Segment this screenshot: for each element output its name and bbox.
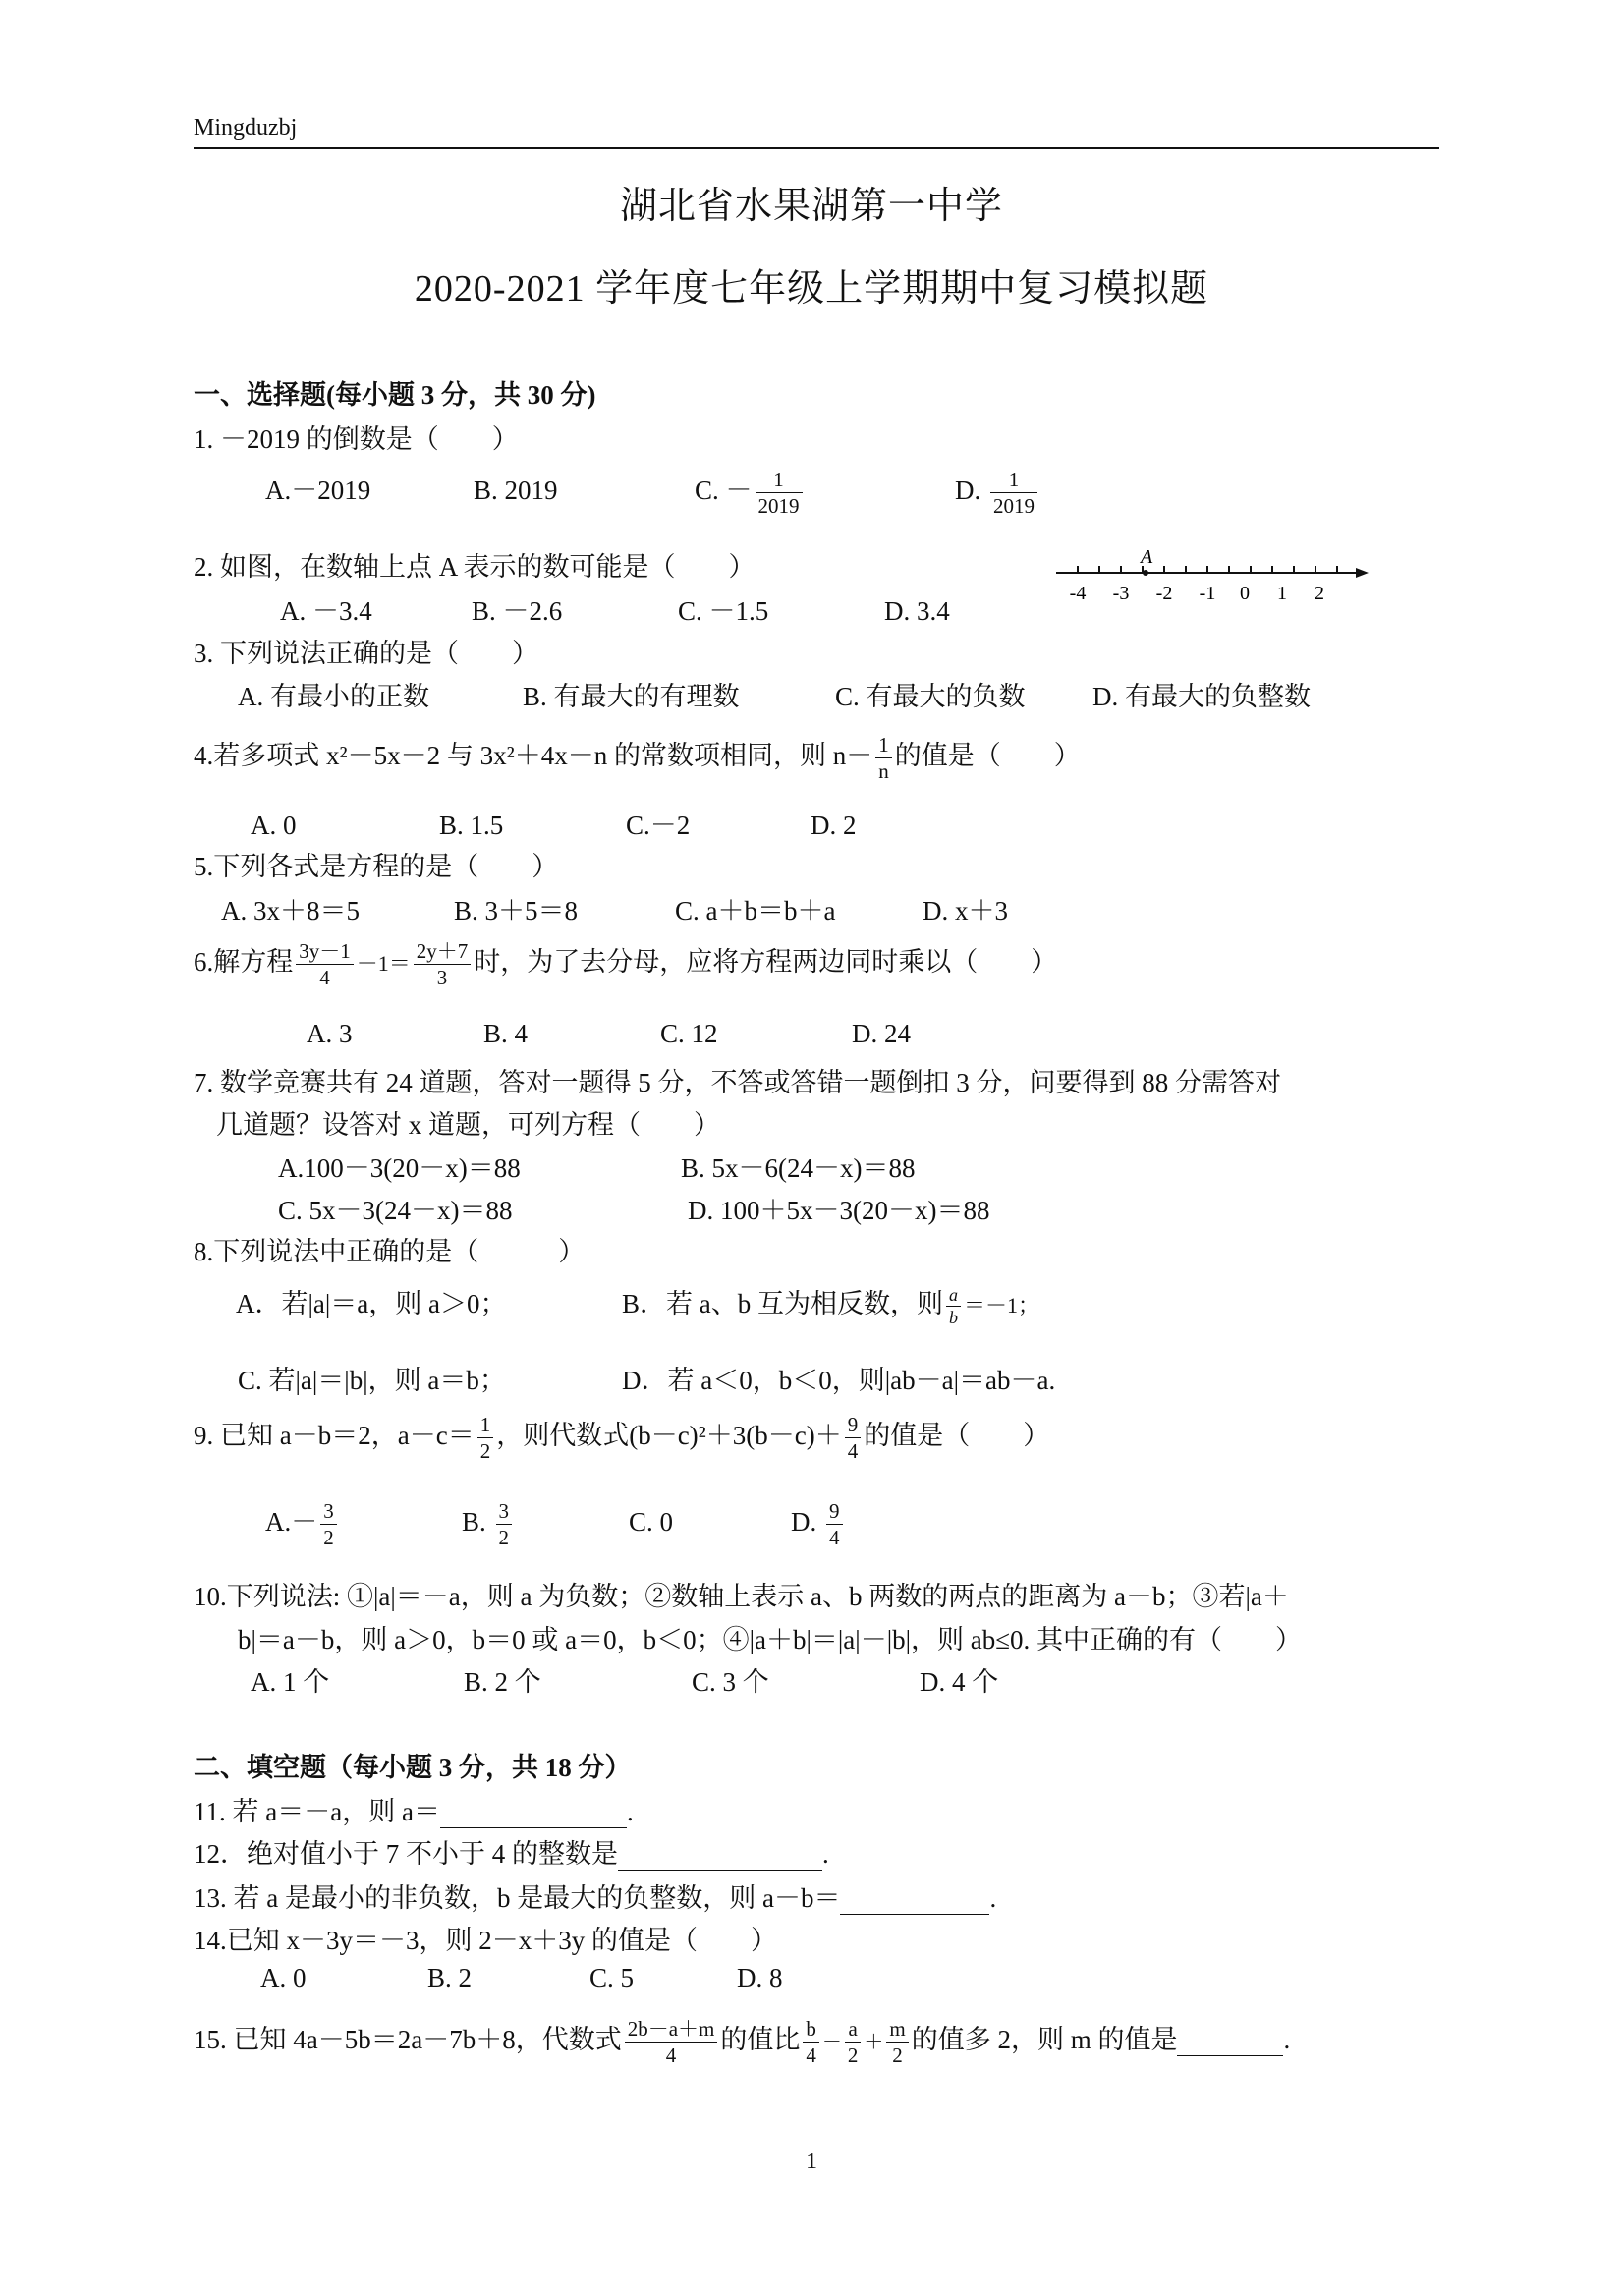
q1-option-c-fraction [756,467,803,520]
header-rule [194,147,1439,149]
q5-option-c: C. a＋b＝b＋a [675,896,836,925]
fraction-denominator: 2 [498,1526,510,1550]
fraction-numerator: 9 [845,1412,862,1438]
q9-option-a-label: A.－ [265,1506,318,1537]
page-number: 1 [806,2149,817,2174]
exam-title: 2020-2021 学年度七年级上学期期中复习模拟题 [414,268,1209,309]
q6-option-d: D. 24 [852,1019,911,1048]
point-a-label: A [1141,546,1153,568]
fraction-denominator: 4 [829,1526,840,1550]
q13-answer-blank[interactable] [840,1883,989,1915]
question-9-options [265,1498,846,1551]
q10-option-d: D. 4 个 [920,1667,999,1697]
question-10-line1: 10.下列说法: ①|a|＝－a，则 a 为负数；②数轴上表示 a、b 两数的两点的距离为 a－b；③若|a＋ [194,1582,1289,1611]
q11-answer-blank[interactable] [440,1797,627,1828]
tick-label: -2 [1155,583,1173,604]
q8-option-a: A．若|a|＝a，则 a＞0； [236,1289,507,1318]
q10-option-b: B. 2 个 [464,1667,541,1697]
point-a-marker [1143,570,1148,576]
question-4-options [251,804,857,842]
question-6-stem [194,938,1057,991]
tick-label: 2 [1315,583,1324,604]
fraction-numerator: 3 [320,1498,337,1525]
school-title: 湖北省水果湖第一中学 [619,186,1003,227]
fraction-numerator: 2y＋7 [414,938,472,965]
question-7-stem-line1: 7. 数学竞赛共有 24 道题，答对一题得 5 分，不答或答错一题倒扣 3 分，问要得到 88 分需答对 [194,1068,1281,1097]
q3-option-c: C. 有最大的负数 [835,682,1026,711]
fraction-denominator: 3 [436,966,448,990]
q9-fraction-half [477,1412,494,1465]
fraction-denominator: n [878,759,889,784]
question-11: 11. 若 a＝－a，则 a＝ . [194,1797,634,1826]
q8-option-b-suffix: ＝－1； [964,1293,1040,1317]
question-14-options [260,1963,783,1993]
question-10-options [251,1660,998,1699]
q6-left-fraction [296,938,354,991]
fraction-numerator: a [946,1284,961,1308]
question-3-options [238,675,1311,713]
question-6-options [307,1019,911,1049]
section-heading-fill-in: 二、填空题（每小题 3 分，共 18 分） [194,1753,632,1782]
q15-fraction-main [625,2016,718,2069]
q14-option-c: C. 5 [589,1963,635,1992]
fraction-numerator: 9 [826,1498,843,1525]
tick-label: -4 [1069,583,1087,604]
q1-option-c-label: C. － [695,475,753,505]
q7-option-c: C. 5x－3(24－x)＝88 [278,1196,513,1225]
q5-option-b: B. 3＋5＝8 [454,896,579,925]
q8-option-b-fraction [946,1284,961,1329]
question-12: 12．绝对值小于 7 不小于 4 的整数是 . [194,1839,829,1869]
q9-option-b [462,1498,629,1551]
q15-text: 15. 已知 4a－5b＝2a－7b＋8，代数式 [194,2024,622,2054]
q8-option-b-text: B．若 a、b 互为相反数，则 [622,1289,943,1318]
fraction-denominator: 2019 [757,494,800,519]
question-10-line2: b|＝a－b，则 a＞0，b＝0 或 a＝0，b＜0；④|a＋b|＝|a|－|b|，则 ab≤0. 其中正确的有（ ） [238,1625,1303,1654]
page-header: Mingduzbj [194,115,298,140]
q1-option-d-label: D. [955,475,981,505]
q4-stem-text: 4.若多项式 x²－5x－2 与 3x²＋4x－n 的常数项相同，则 n－ [194,740,873,770]
fraction-denominator: 2 [847,2044,859,2068]
q7-option-b: B. 5x－6(24－x)＝88 [681,1153,916,1183]
question-8-options-row1 [236,1282,1039,1329]
question-13: 13. 若 a 是最小的非负数，b 是最大的负整数，则 a－b＝ . [194,1883,997,1913]
fraction-denominator: 2 [323,1526,334,1550]
q15-operator-minus: － [821,2031,842,2053]
q12-answer-blank[interactable] [618,1839,822,1871]
q1-option-a: A.－2019 [265,475,371,505]
q9-option-a [265,1498,462,1551]
q9-option-c: C. 0 [629,1506,674,1537]
q14-option-b: B. 2 [427,1963,473,1992]
q3-option-b: B. 有最大的有理数 [523,682,740,711]
tick-label: -1 [1199,583,1216,604]
number-line-figure [1056,545,1371,604]
q6-stem-text: 6.解方程 [194,946,294,977]
q4-fraction [875,732,892,785]
q4-option-d: D. 2 [811,811,857,840]
q9-option-b-fraction [496,1498,513,1551]
q9-fraction-nine-quarters [845,1412,862,1465]
fraction-numerator: a [845,2016,862,2043]
question-9-stem [194,1412,1049,1465]
question-5-stem: 5.下列各式是方程的是（ ） [194,852,559,881]
fraction-numerator: 3 [496,1498,513,1525]
q6-option-c: C. 12 [660,1019,718,1048]
q4-option-c: C.－2 [626,811,691,840]
q9-option-a-fraction [320,1498,337,1551]
q10-option-c: C. 3 个 [692,1667,769,1697]
fraction-denominator: 2019 [993,494,1035,519]
q14-option-d: D. 8 [737,1963,783,1992]
fraction-denominator: 4 [806,2044,816,2068]
fraction-numerator: m [886,2016,908,2043]
q4-option-b: B. 1.5 [439,811,504,840]
q15-text-middle: 的值比 [720,2024,801,2054]
q15-text-suffix: 的值多 2，则 m 的值是 [911,2024,1178,2054]
q9-stem-suffix: 的值是（ ） [864,1420,1050,1450]
fraction-numerator: 2b－a＋m [625,2016,718,2043]
q9-option-d-fraction [826,1498,843,1551]
q2-option-a: A. －3.4 [280,596,372,626]
question-5-options [221,889,1008,927]
question-4-stem [194,732,1081,785]
q6-right-fraction [414,938,472,991]
q1-option-b: B. 2019 [474,475,558,505]
fraction-denominator: 2 [892,2044,903,2068]
fraction-denominator: b [949,1308,958,1328]
question-3-stem: 3. 下列说法正确的是（ ） [194,639,538,668]
question-2-options [280,589,950,628]
q10-option-a: A. 1 个 [251,1667,330,1697]
q11-text: 11. 若 a＝－a，则 a＝ [194,1797,440,1826]
q5-option-a: A. 3x＋8＝5 [221,896,360,925]
q15-fraction-b4 [803,2016,819,2069]
question-14-stem: 14.已知 x－3y＝－3，则 2－x＋3y 的值是（ ） [194,1926,777,1955]
question-8-options-row2 [238,1359,1055,1397]
question-15: 15. 已知 4a－5b＝2a－7b＋8，代数式 $\frac{2b-a+m}{4}$ 的值比 $\frac{b}{4}$ － $\frac{a}{2}$ ＋ $\frac{m}{2}$ 的值多 2，则 m 的值是 . [194,2017,1291,2068]
q15-answer-blank[interactable] [1177,2025,1283,2056]
question-7-stem-line2: 几道题？设答对 x 道题，可列方程（ ） [216,1110,720,1140]
tick-label: -3 [1112,583,1130,604]
fraction-numerator: 1 [875,732,892,758]
fraction-numerator: 1 [477,1412,494,1438]
q3-option-a: A. 有最小的正数 [238,682,429,711]
q6-option-b: B. 4 [483,1019,529,1048]
q7-option-d: D. 100＋5x－3(20－x)＝88 [688,1196,990,1225]
question-7-options-row2 [278,1189,989,1227]
fraction-numerator: 3y－1 [296,938,354,965]
tick-label: 1 [1277,583,1287,604]
q6-option-a: A. 3 [307,1019,353,1048]
q6-equation-middle: －1＝ [356,950,411,976]
tick-label: 0 [1240,583,1250,604]
q8-option-c: C. 若|a|＝|b|，则 a＝b； [238,1366,506,1395]
q3-option-d: D. 有最大的负整数 [1092,682,1311,711]
q1-option-d-fraction [990,467,1037,520]
q9-option-b-label: B. [462,1506,486,1537]
q15-fraction-m2 [886,2016,908,2069]
q8-option-d: D．若 a＜0，b＜0，则|ab－a|＝ab－a. [622,1366,1056,1395]
fraction-numerator: b [803,2016,819,2043]
q5-option-d: D. x＋3 [923,896,1008,925]
q9-option-d-label: D. [791,1506,817,1537]
q4-stem-suffix: 的值是（ ） [894,740,1081,770]
q1-option-c [695,467,955,520]
fraction-numerator: 1 [756,467,803,493]
q15-operator-plus: ＋ [864,2031,884,2053]
q2-option-b: B. －2.6 [472,596,563,626]
fraction-denominator: 4 [847,1439,859,1464]
section-heading-choice: 一、选择题(每小题 3 分，共 30 分) [194,380,596,410]
question-2-stem: 2. 如图，在数轴上点 A 表示的数可能是（ ） [194,552,756,582]
question-1-stem: 1. －2019 的倒数是（ ） [194,424,519,454]
question-8-stem: 8.下列说法中正确的是（ ） [194,1237,586,1266]
q1-option-d [955,467,1040,520]
number-line-arrow [1356,568,1369,578]
question-7-options-row1 [278,1147,916,1185]
fraction-denominator: 2 [479,1439,491,1464]
q4-option-a: A. 0 [251,811,297,840]
q7-option-a: A.100－3(20－x)＝88 [278,1153,521,1183]
q15-fraction-a2 [845,2016,862,2069]
q9-option-d [791,1498,846,1551]
fraction-numerator: 1 [990,467,1037,493]
q9-stem-text: 9. 已知 a－b＝2，a－c＝ [194,1420,475,1450]
q9-stem-middle: ，则代数式(b－c)²＋3(b－c)＋ [496,1420,842,1450]
q13-text: 13. 若 a 是最小的非负数，b 是最大的负整数，则 a－b＝ [194,1883,841,1913]
question-1-options [265,467,1040,520]
q2-option-c: C. －1.5 [678,596,769,626]
q14-option-a: A. 0 [260,1963,307,1992]
q6-stem-suffix: 时，为了去分母，应将方程两边同时乘以（ ） [474,946,1058,977]
q8-option-b [622,1282,1039,1329]
q2-option-d: D. 3.4 [884,596,950,626]
q12-text: 12．绝对值小于 7 不小于 4 的整数是 [194,1839,618,1869]
fraction-denominator: 4 [319,966,330,990]
fraction-denominator: 4 [665,2044,677,2068]
